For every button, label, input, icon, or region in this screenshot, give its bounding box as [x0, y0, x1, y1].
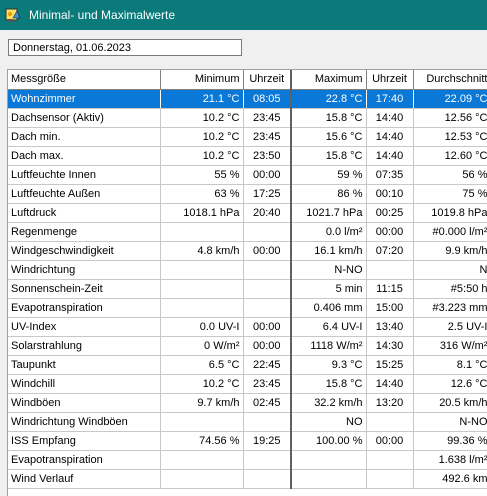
cell-max-time: 13:20 — [366, 393, 413, 412]
cell-maximum: 0.0 l/m² — [291, 222, 366, 241]
cell-maximum: 16.1 km/h — [291, 241, 366, 260]
table-row[interactable] — [8, 165, 487, 184]
table-row[interactable] — [8, 393, 487, 412]
cell-minimum: 10.2 °C — [160, 146, 243, 165]
table-row[interactable] — [8, 317, 487, 336]
cell-minimum — [160, 412, 243, 431]
cell-measure: Wohnzimmer — [8, 89, 160, 108]
table-header-row — [8, 70, 487, 89]
table-row[interactable] — [8, 222, 487, 241]
cell-measure: Windchill — [8, 374, 160, 393]
cell-average: 12.56 °C — [413, 108, 487, 127]
table-row[interactable] — [8, 336, 487, 355]
table-row[interactable] — [8, 431, 487, 450]
cell-maximum: 86 % — [291, 184, 366, 203]
cell-minimum: 0 W/m² — [160, 336, 243, 355]
table-row[interactable] — [8, 374, 487, 393]
cell-min-time: 23:50 — [243, 146, 291, 165]
cell-maximum: NO — [291, 412, 366, 431]
cell-average: 22.09 °C — [413, 89, 487, 108]
cell-min-time: 02:45 — [243, 393, 291, 412]
minmax-table — [7, 69, 487, 496]
cell-min-time: 19:25 — [243, 431, 291, 450]
cell-minimum — [160, 450, 243, 469]
cell-min-time: 20:40 — [243, 203, 291, 222]
table-row[interactable] — [8, 184, 487, 203]
cell-minimum — [160, 469, 243, 488]
cell-measure: Dach min. — [8, 127, 160, 146]
cell-average: 316 W/m² — [413, 336, 487, 355]
cell-maximum: 1118 W/m² — [291, 336, 366, 355]
cell-max-time: 14:40 — [366, 374, 413, 393]
cell-measure: Sonnenschein-Zeit — [8, 279, 160, 298]
column-header-minimum[interactable]: Minimum — [160, 70, 243, 89]
date-input[interactable]: Donnerstag, 01.06.2023 — [8, 39, 242, 56]
cell-max-time — [366, 469, 413, 488]
cell-min-time: 00:00 — [243, 317, 291, 336]
cell-maximum: 15.8 °C — [291, 146, 366, 165]
cell-maximum: 0.406 mm — [291, 298, 366, 317]
cell-measure: Windgeschwindigkeit — [8, 241, 160, 260]
cell-maximum: 22.8 °C — [291, 89, 366, 108]
weather-station-icon — [5, 7, 21, 23]
cell-max-time: 13:40 — [366, 317, 413, 336]
cell-measure: Evapotranspiration — [8, 450, 160, 469]
cell-min-time — [243, 260, 291, 279]
cell-min-time: 17:25 — [243, 184, 291, 203]
cell-min-time: 00:00 — [243, 165, 291, 184]
cell-max-time — [366, 260, 413, 279]
cell-maximum: 100.00 % — [291, 431, 366, 450]
cell-measure: Wind Verlauf — [8, 469, 160, 488]
table-row[interactable] — [8, 298, 487, 317]
cell-maximum: 1021.7 hPa — [291, 203, 366, 222]
cell-max-time: 14:40 — [366, 146, 413, 165]
cell-max-time: 15:25 — [366, 355, 413, 374]
cell-average: 1.638 l/m² — [413, 450, 487, 469]
title-bar — [0, 0, 487, 30]
cell-max-time: 07:20 — [366, 241, 413, 260]
table-row[interactable] — [8, 450, 487, 469]
cell-measure: Luftdruck — [8, 203, 160, 222]
cell-max-time: 11:15 — [366, 279, 413, 298]
cell-measure: Windböen — [8, 393, 160, 412]
cell-measure: Regenmenge — [8, 222, 160, 241]
cell-maximum: 15.6 °C — [291, 127, 366, 146]
table-row[interactable] — [8, 241, 487, 260]
cell-min-time: 23:45 — [243, 374, 291, 393]
cell-min-time: 22:45 — [243, 355, 291, 374]
cell-average: 56 % — [413, 165, 487, 184]
cell-average: N — [413, 260, 487, 279]
cell-minimum: 63 % — [160, 184, 243, 203]
cell-average: #3.223 mm — [413, 298, 487, 317]
window-title: Minimal- und Maximalwerte — [29, 8, 176, 22]
cell-measure: Dach max. — [8, 146, 160, 165]
cell-measure: UV-Index — [8, 317, 160, 336]
cell-min-time: 08:05 — [243, 89, 291, 108]
cell-minimum: 10.2 °C — [160, 374, 243, 393]
cell-measure: Luftfeuchte Innen — [8, 165, 160, 184]
cell-average: 12.53 °C — [413, 127, 487, 146]
cell-average: 1019.8 hPa — [413, 203, 487, 222]
cell-max-time: 00:00 — [366, 431, 413, 450]
cell-minimum: 55 % — [160, 165, 243, 184]
cell-minimum: 9.7 km/h — [160, 393, 243, 412]
cell-minimum — [160, 260, 243, 279]
cell-maximum: 5 min — [291, 279, 366, 298]
cell-min-time — [243, 469, 291, 488]
cell-max-time: 17:40 — [366, 89, 413, 108]
cell-measure: Windrichtung Windböen — [8, 412, 160, 431]
cell-average: 12.6 °C — [413, 374, 487, 393]
cell-max-time: 14:40 — [366, 127, 413, 146]
cell-min-time: 23:45 — [243, 127, 291, 146]
cell-average: 8.1 °C — [413, 355, 487, 374]
cell-average: 9.9 km/h — [413, 241, 487, 260]
column-header-messgroesse[interactable]: Messgröße — [8, 70, 160, 89]
cell-max-time — [366, 450, 413, 469]
cell-minimum: 10.2 °C — [160, 127, 243, 146]
table-row[interactable] — [8, 279, 487, 298]
cell-max-time: 14:40 — [366, 108, 413, 127]
column-header-uhrzeit-min[interactable]: Uhrzeit — [243, 70, 291, 89]
cell-average: 20.5 km/h — [413, 393, 487, 412]
cell-maximum: 15.8 °C — [291, 108, 366, 127]
cell-minimum: 1018.1 hPa — [160, 203, 243, 222]
cell-minimum: 74.56 % — [160, 431, 243, 450]
table-row[interactable] — [8, 355, 487, 374]
cell-max-time: 07:35 — [366, 165, 413, 184]
cell-min-time — [243, 222, 291, 241]
cell-min-time: 00:00 — [243, 241, 291, 260]
cell-measure: Evapotranspiration — [8, 298, 160, 317]
cell-average: 2.5 UV-I — [413, 317, 487, 336]
column-header-durchschnitt[interactable]: Durchschnitt — [413, 70, 487, 89]
cell-maximum: 15.8 °C — [291, 374, 366, 393]
cell-maximum: N-NO — [291, 260, 366, 279]
cell-average: 75 % — [413, 184, 487, 203]
cell-min-time — [243, 279, 291, 298]
cell-max-time: 14:30 — [366, 336, 413, 355]
cell-minimum — [160, 298, 243, 317]
cell-minimum — [160, 222, 243, 241]
cell-min-time — [243, 298, 291, 317]
cell-average: #0.000 l/m² — [413, 222, 487, 241]
cell-min-time: 23:45 — [243, 108, 291, 127]
cell-maximum: 59 % — [291, 165, 366, 184]
cell-measure: Dachsensor (Aktiv) — [8, 108, 160, 127]
cell-max-time: 15:00 — [366, 298, 413, 317]
cell-min-time — [243, 412, 291, 431]
cell-maximum — [291, 469, 366, 488]
cell-average: 12.60 °C — [413, 146, 487, 165]
table-row[interactable] — [8, 203, 487, 222]
table-row[interactable] — [8, 89, 487, 108]
table-row[interactable] — [8, 412, 487, 431]
cell-maximum: 6.4 UV-I — [291, 317, 366, 336]
cell-maximum — [291, 450, 366, 469]
cell-maximum: 32.2 km/h — [291, 393, 366, 412]
table-row[interactable] — [8, 260, 487, 279]
cell-average: 99.36 % — [413, 431, 487, 450]
column-header-uhrzeit-max[interactable]: Uhrzeit — [366, 70, 413, 89]
cell-average: 492.6 km — [413, 469, 487, 488]
table-row[interactable] — [8, 146, 487, 165]
table-row[interactable] — [8, 469, 487, 488]
cell-minimum: 10.2 °C — [160, 108, 243, 127]
cell-max-time: 00:00 — [366, 222, 413, 241]
column-header-maximum[interactable]: Maximum — [291, 70, 366, 89]
table-row[interactable] — [8, 127, 487, 146]
cell-minimum — [160, 279, 243, 298]
cell-minimum: 6.5 °C — [160, 355, 243, 374]
cell-measure: Luftfeuchte Außen — [8, 184, 160, 203]
cell-max-time: 00:10 — [366, 184, 413, 203]
cell-measure: Taupunkt — [8, 355, 160, 374]
cell-average: N-NO — [413, 412, 487, 431]
table-row[interactable] — [8, 108, 487, 127]
cell-measure: Solarstrahlung — [8, 336, 160, 355]
cell-min-time: 00:00 — [243, 336, 291, 355]
cell-minimum: 21.1 °C — [160, 89, 243, 108]
cell-average: #5:50 h — [413, 279, 487, 298]
cell-min-time — [243, 450, 291, 469]
cell-max-time — [366, 412, 413, 431]
cell-minimum: 4.8 km/h — [160, 241, 243, 260]
cell-minimum: 0.0 UV-I — [160, 317, 243, 336]
cell-maximum: 9.3 °C — [291, 355, 366, 374]
cell-measure: Windrichtung — [8, 260, 160, 279]
cell-max-time: 00:25 — [366, 203, 413, 222]
cell-measure: ISS Empfang — [8, 431, 160, 450]
